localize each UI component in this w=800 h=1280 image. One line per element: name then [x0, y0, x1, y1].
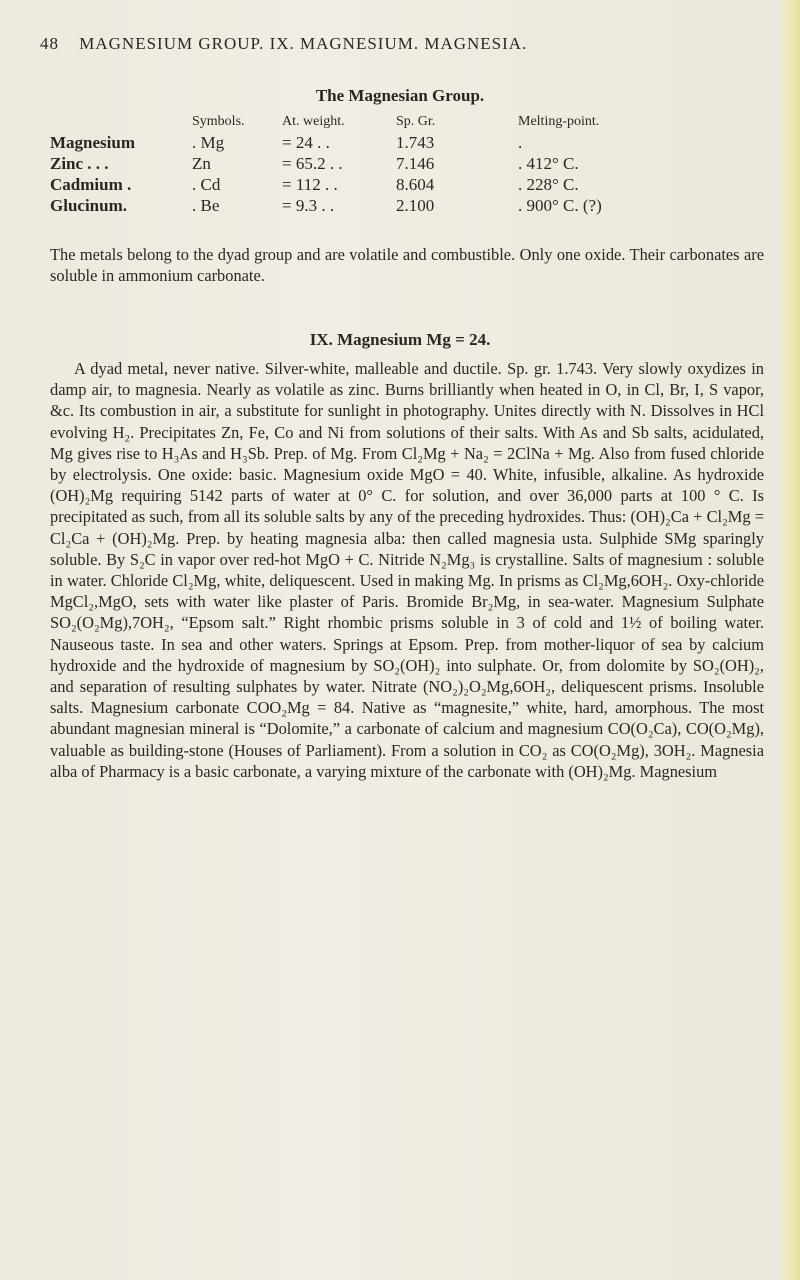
- table-header-cell: Sp. Gr.: [396, 114, 436, 129]
- element-symbol: . Be: [192, 196, 220, 215]
- atomic-weight: = 112 . .: [282, 175, 338, 194]
- atomic-weight: = 65.2 . .: [282, 154, 343, 173]
- atomic-weight: = 9.3 . .: [282, 196, 335, 215]
- specific-gravity: 7.146: [396, 154, 435, 173]
- intro-paragraph: The metals belong to the dyad group and are volatile and combustible. Only one oxide. Their carbonates are soluble in ammonium carbonate.: [50, 245, 764, 286]
- element-name: Magnesium: [50, 133, 135, 152]
- melting-point: . 412° C.: [518, 154, 579, 173]
- table-header-row: [50, 114, 688, 132]
- specific-gravity: 2.100: [396, 196, 435, 215]
- element-symbol: . Mg: [192, 133, 225, 152]
- section-title: IX. Magnesium Mg = 24.: [309, 330, 491, 349]
- atomic-weight: = 24 . .: [282, 133, 330, 152]
- table-row: [50, 174, 688, 195]
- element-symbol: . Cd: [192, 175, 221, 194]
- element-name: Cadmium .: [50, 175, 132, 194]
- magnesian-group-table: [50, 114, 688, 216]
- page-number: 48: [40, 34, 59, 53]
- table-row: [50, 153, 688, 174]
- body-paragraph: A dyad metal, never native. Silver-white, malleable and ductile. Sp. gr. 1.743. Very slowly oxydizes in damp air, to magnesia. Nearly as volatile as zinc. Burns brilliantly when heated in O, in Cl, Br, I, S vapor, &c. Its combustion in air, a substitute for sunlight in photography. Unites directly with N. Dissolves in HCl evolving H₂. Precipitates Zn, Fe, Co and Ni from solutions of their salts. With As and Sb salts, acidulated, Mg gives rise to H₃As and H₃Sb. Prep. of Mg. From Cl₂Mg + Na₂ = 2ClNa + Mg. Also from fused chloride by electrolysis. One oxide: basic. Magnesium oxide MgO = 40. White, infusible, alkaline. As hydroxide (OH)₂Mg requiring 5142 parts of water at 0° C. for solution, and over 36,000 parts at 100 ° C. Is precipitated as such, from all its soluble salts by any of the preceding hydroxides. Thus: (OH)₂Ca + Cl₂Mg = Cl₂Ca + (OH)₂Mg. Prep. by heating magnesia alba: then called magnesia usta. Sulphide SMg sparingly soluble. By S₂C in vapor over red-hot MgO + C. Nitride N₂Mg₃ is crystalline. Salts of magnesium : soluble in water. Chloride Cl₂Mg, white, deliquescent. Used in making Mg. In prisms as Cl₂Mg,6OH₂. Oxy-chloride MgCl₂,MgO, sets with water like plaster of Paris. Bromide Br₂Mg, in sea-water. Magnesium Sulphate SO₂(O₂Mg),7OH₂, “Epsom salt.” Right rhombic prisms soluble in 3 of cold and 1½ of boiling water. Nauseous taste. In sea and other waters. Springs at Epsom. Prep. from mother-liquor of sea by calcium hydroxide and the hydroxide of magnesium by SO₂(OH)₂ into sulphate. Or, from dolomite by SO₂(OH)₂, and separation of resulting sulphates by water. Nitrate (NO₂)₂O₂Mg,6OH₂, deliquescent prisms. Insoluble salts. Magnesium carbonate COO₂Mg = 84. Native as “magnesite,” white, hard, amorphous. The most abundant magnesian mineral is “Dolomite,” a carbonate of calcium and magnesium CO(O₂Ca), CO(O₂Mg), valuable as building-stone (Houses of Parliament). From a solution in CO₂ as CO(O₂Mg), 3OH₂. Magnesia alba of Pharmacy is a basic carbonate, a varying mixture of the carbonate with (OH)₂Mg. Magnesium: [50, 359, 764, 781]
- table-header-cell: Symbols.: [192, 114, 245, 129]
- running-header: [40, 34, 740, 54]
- melting-point: . 900° C. (?): [518, 196, 602, 215]
- table-row: [50, 132, 688, 153]
- element-name: Zinc . . .: [50, 154, 109, 173]
- running-head-text: MAGNESIUM GROUP. IX. MAGNESIUM. MAGNESIA.: [79, 34, 528, 53]
- melting-point: .: [518, 133, 523, 152]
- page-edge: [778, 0, 800, 1280]
- table-header-cell: Melting-point.: [518, 114, 600, 129]
- specific-gravity: 8.604: [396, 175, 435, 194]
- group-title: The Magnesian Group.: [315, 86, 485, 105]
- table-header-cell: At. weight.: [282, 114, 345, 129]
- melting-point: . 228° C.: [518, 175, 579, 194]
- element-symbol: Zn: [192, 154, 211, 173]
- table-header-empty: [50, 114, 192, 132]
- specific-gravity: 1.743: [396, 133, 435, 152]
- table-row: [50, 195, 688, 216]
- element-name: Glucinum.: [50, 196, 127, 215]
